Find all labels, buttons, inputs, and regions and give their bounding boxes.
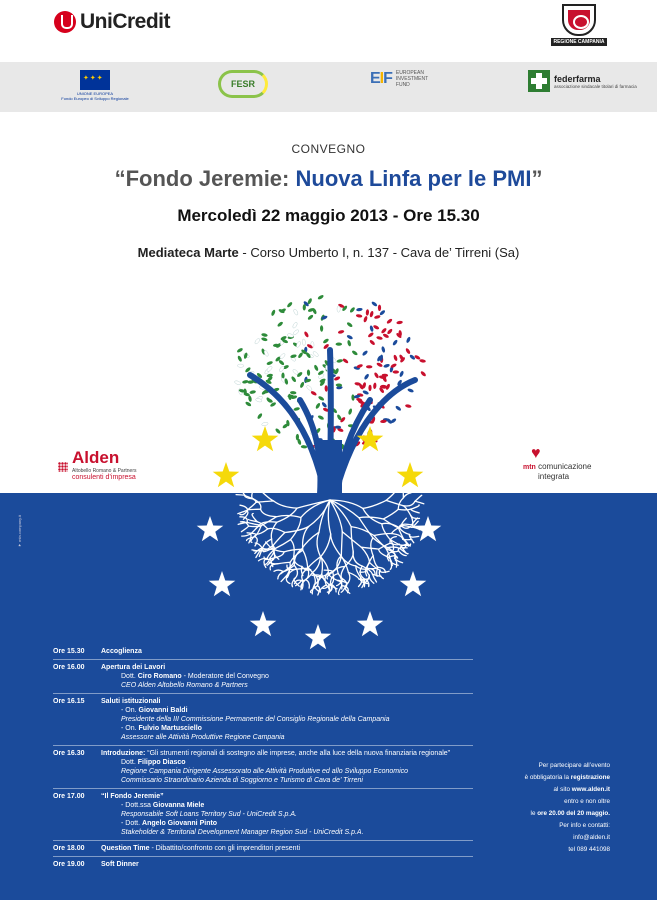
leaf [362,390,369,396]
leaf [275,428,282,435]
eif-i: I [379,70,384,87]
title-close: ” [531,166,543,191]
speaker-line [101,724,473,733]
leaf [373,382,377,389]
registration-info [500,760,610,856]
info-line-5 [500,808,610,820]
eif-f: F [383,70,392,87]
program-body [101,647,473,656]
website-link[interactable]: www.alden.it [571,786,610,793]
root-branch [247,522,259,525]
speaker-name: Fulvio Martusciello [138,725,202,732]
program-schedule [53,644,473,872]
leaf [303,331,309,338]
leaf [301,445,308,449]
root-branch [398,509,411,510]
program-row [53,745,473,788]
leaf [363,316,368,323]
program-time: Ore 16.15 [53,698,85,705]
leaf [321,401,328,408]
venue-address: - Corso Umberto I, n. 137 - Cava de’ Tirreni (Sa) [238,245,520,260]
program-row [53,693,473,745]
leaf [419,359,426,363]
root-branch [273,533,285,546]
leaf [261,337,268,342]
leaf [356,308,363,312]
root-branch [317,532,320,556]
leaf [291,376,297,383]
mtn-brand: mtn [523,464,536,471]
eif-text: EUROPEAN INVESTMENT FUND [395,70,429,88]
root-branch [411,509,419,513]
leaf [342,358,349,364]
leaf [302,339,306,346]
root-branch [247,489,260,490]
root-branch [291,518,301,540]
leaf [406,336,412,343]
root-branch [256,478,260,490]
root-branch [277,562,290,563]
leaf [348,408,353,415]
info-line-2-pre: è obbligatoria la [524,774,571,781]
program-time: Ore 18.00 [53,845,85,852]
speaker-line [101,672,473,681]
leaf [373,324,380,330]
leaf [362,435,365,442]
root-branch [331,534,341,556]
mtn-line-2: integrata [538,472,570,481]
leaf [307,314,314,321]
leaf [293,407,300,412]
speaker-note: - Moderatore del Convegno [181,673,269,680]
tree-illustration [180,290,480,650]
root-branch [260,490,274,501]
vertical-credit: ♥ mtn.company.it [17,515,22,548]
leaf [363,373,369,380]
root-branch [411,505,419,509]
root-branch [410,535,419,538]
program-row [53,856,473,872]
speaker-line [101,801,473,810]
leaf [347,340,352,347]
root-branch [252,490,253,499]
root-branch [383,509,398,519]
leaf [361,440,368,445]
root-branch [294,565,297,578]
event-date: Mercoledì 22 maggio 2013 - Ore 15.30 [177,206,480,225]
program-body [101,860,473,869]
leaf [237,364,243,367]
leaf [381,327,388,334]
program-row [53,788,473,840]
program-heading [101,749,473,758]
leaf [376,336,383,341]
root-branch [303,550,308,567]
eu-logo [60,70,130,101]
leaf [277,321,284,328]
alden-sub2: consulenti d’impresa [72,474,136,481]
leaf [366,365,373,368]
program-time: Ore 17.00 [53,793,85,800]
speaker-name: Ciro Romano [137,673,182,680]
leaf [362,350,369,357]
leaf [337,306,340,313]
root-branch [361,547,379,549]
root-branch [255,469,258,478]
root-branch [255,537,257,546]
root-branch [361,547,369,563]
root-branch [328,500,330,534]
speaker-role: Presidente della III Commissione Permanente del Consiglio Regionale della Campania [121,716,390,723]
program-heading [101,792,473,801]
campania-label: REGIONE CAMPANIA [553,39,605,45]
root-branch [359,518,373,538]
program-row [53,644,473,659]
leaf [371,437,378,444]
leaf [386,328,393,335]
root-branch [274,570,283,571]
program-heading [101,844,473,853]
program-title-rest: “Gli strumenti regionali di sostegno alle imprese, anche alla luce della nuova finanziaria regionale” [145,750,450,757]
program-body [101,697,473,742]
info-line-6: Per info e contatti: [559,822,610,829]
mtn-line-1: comunicazione [538,462,592,471]
program-time: Ore 19.00 [53,861,85,868]
leaf [409,354,416,361]
info-line-5-pre: le [530,810,538,817]
root-branch [409,535,413,543]
leaf [236,347,243,353]
info-line-3 [500,784,610,796]
federfarma-name: federfarma [554,73,601,84]
leaf [386,318,393,325]
root-branch [256,501,274,502]
title-part-1: “Fondo Jeremie: [114,166,290,191]
program-title-rest: - Dibattito/confronto con gli imprenditori presenti [149,845,301,852]
leaf [374,315,381,320]
program-title: Saluti istituzionali [101,698,161,705]
speaker-title: - Dott.ssa [121,802,153,809]
heart-icon: ♥ [531,445,541,462]
leaf [306,385,313,392]
root-branch [415,501,424,503]
program-heading [101,647,473,656]
leaf [293,329,300,336]
unicredit-wordmark: UniCredit [80,10,170,33]
leaf [324,385,327,392]
root-branch [379,570,383,579]
speaker-name: Giovanna Miele [152,802,205,809]
root-branch [271,522,277,539]
root-branch [396,467,401,475]
program-title: “Il Fondo Jeremie” [101,793,164,800]
root-branch [403,506,411,516]
info-line-2 [500,772,610,784]
program-time: Ore 16.00 [53,664,85,671]
leaf [378,305,381,311]
speaker-title: - On. [121,725,139,732]
leaf [336,343,342,346]
partner-logo-band [0,62,657,112]
leaf [234,380,241,385]
leaf [395,405,402,412]
federfarma-logo [528,70,637,92]
speaker-role: Stakeholder & Territorial Development Manager Region Sud - UniCredit S.p.A. [121,829,364,836]
event-title [0,166,657,192]
event-venue [0,245,657,260]
fesr-mark: FESR [218,70,268,98]
leaf [346,321,353,327]
program-body [101,749,473,785]
root-branch [398,498,403,510]
leaf [317,415,324,421]
info-line-4: entro e non oltre [564,798,610,805]
leaf [346,334,353,340]
leaf [299,381,305,388]
mtn-text [523,462,591,481]
program-body [101,663,473,690]
leaf [271,309,276,316]
program-title: Question Time [101,845,150,852]
root-branch [306,580,310,589]
leaf [366,309,370,316]
info-line-3-pre: al sito [553,786,572,793]
info-line-2-bold: registrazione [570,774,610,781]
alden-name: Alden [72,448,120,467]
program-heading [101,663,473,672]
unicredit-logo [54,10,170,34]
leaf [310,390,317,396]
leaf [420,370,427,377]
speaker-title: - Dott. [121,820,143,827]
speaker-role: CEO Alden Altobello Romano & Partners [121,682,248,689]
eu-text-2: Fondo Europeo di Sviluppo Regionale [61,96,129,101]
leaf [245,401,252,407]
leaf [266,361,273,366]
leaf [248,395,252,402]
leaf [288,395,294,398]
leaf [315,402,321,409]
info-line-5-bold: ore 20.00 del 20 maggio. [537,810,610,817]
leaf [313,364,319,371]
leaf [369,339,376,346]
speaker-line [101,706,473,715]
root-branch [321,534,331,556]
leaf [383,363,390,368]
root-branch [242,534,251,536]
root-branch [398,475,401,487]
leaf [356,314,363,318]
leaf [381,346,386,353]
eif-logo [370,70,436,88]
root-branch [410,478,417,484]
root-branch [363,500,386,508]
venue-name: Mediateca Marte [137,245,239,260]
root-branch [353,551,362,566]
title-part-2: Nuova Linfa per le PMI [295,166,532,191]
leaf [371,301,378,307]
leaf [405,348,411,355]
mtn-logo [523,446,591,481]
leaf [286,301,293,308]
speaker-title: Dott. [121,759,138,766]
root-branch [382,524,390,540]
root-branch [374,534,392,536]
event-kind: CONVEGNO [291,142,366,156]
root-branch [248,509,261,510]
eu-flag-icon [80,70,110,90]
root-branch [240,505,248,510]
root-branch [338,586,341,595]
speaker-name: Giovanni Baldi [138,707,188,714]
leaf [351,350,358,356]
speaker-role: Regione Campania Dirigente Assessorato alle Attività Produttive ed allo Sviluppo Economico [121,768,409,775]
speaker-role: Commissario Straordinario Azienda di Soggiorno e Turismo di Cava de’ Tirreni [121,777,363,784]
federfarma-sub: associazione sindacale titolari di farmacia [554,83,637,89]
program-heading [101,860,473,869]
leaf [317,294,324,300]
leaf [405,404,412,408]
program-row [53,659,473,693]
program-row [53,840,473,856]
root-branch [270,564,277,570]
program-time: Ore 15.30 [53,648,85,655]
leaf [278,359,285,366]
program-title: Soft Dinner [101,861,139,868]
leaf [336,359,343,363]
program-title: Accoglienza [101,648,142,655]
speaker-title: - On. [121,707,139,714]
leaf [322,338,329,344]
alden-sub: Altobello Romano & Partners [72,468,137,474]
speaker-name: Filippo Diasco [137,759,186,766]
eu-text [60,91,130,101]
leaf [320,325,323,331]
leaf [392,339,398,346]
unicredit-emblem-icon [54,11,76,33]
leaf [407,388,414,393]
root-branch [241,526,248,532]
leaf [290,391,297,395]
leaf [307,369,311,376]
leaf [242,380,249,384]
fesr-logo [218,70,268,98]
root-branch [268,528,285,532]
root-branch [341,532,342,557]
leaf [249,390,256,395]
leaf [369,311,374,318]
speaker-role: Responsabile Soft Loans Territory Sud - UniCredit S.p.A. [121,811,297,818]
root-branch [386,487,398,500]
leaf [393,354,398,361]
program-body [101,792,473,837]
leaf [318,395,325,401]
regione-campania-logo [555,4,603,46]
speaker-line [101,819,473,828]
root-branch [410,484,419,487]
leaf [368,385,371,391]
leaf [293,309,299,316]
root-branch [341,567,345,580]
pharmacy-cross-icon [528,70,550,92]
phone-number: tel 089 441098 [568,846,610,853]
eu-text-1: UNIONE EUROPEA [76,91,114,96]
speaker-title: Dott. [121,673,138,680]
root-branch [403,493,411,498]
eif-e: E [370,70,380,87]
leaf [367,332,374,338]
root-branch [371,538,373,556]
speaker-line [101,758,473,767]
speaker-role: Assessore alle Attività Produttive Regione Campania [121,734,285,741]
campania-shield-icon [562,4,596,36]
trunk-base [318,440,342,500]
program-heading [101,697,473,706]
leaf [257,413,263,420]
leaf [254,338,261,345]
leaf [414,354,421,360]
program-title: Apertura dei Lavori [101,664,166,671]
leaf [237,355,243,362]
program-body [101,844,473,853]
root-branch [274,501,297,508]
alden-logo [58,448,136,481]
eif-mark [370,70,392,88]
leaf [399,370,405,377]
leaf [349,306,356,313]
leaf [338,330,345,335]
leaf [261,333,268,337]
root-branch [401,469,408,475]
leaf [393,370,399,373]
email-link[interactable]: info@alden.it [573,834,610,841]
root-branch [312,585,314,594]
leaf [369,325,374,332]
root-branch [415,495,422,501]
info-line-1: Per partecipare all’evento [538,762,610,769]
program-title: Introduzione: [101,750,146,757]
root-branch [403,501,415,506]
alden-dots-icon [58,462,68,472]
root-branch [363,508,382,524]
leaf [261,422,268,427]
root-branch [261,509,277,517]
root-branch [291,540,295,557]
speaker-name: Angelo Giovanni Pinto [142,820,218,827]
top-header [0,0,657,62]
leaf [373,372,379,379]
leaf [396,320,403,324]
leaf [292,322,298,329]
program-time: Ore 16.30 [53,750,85,757]
